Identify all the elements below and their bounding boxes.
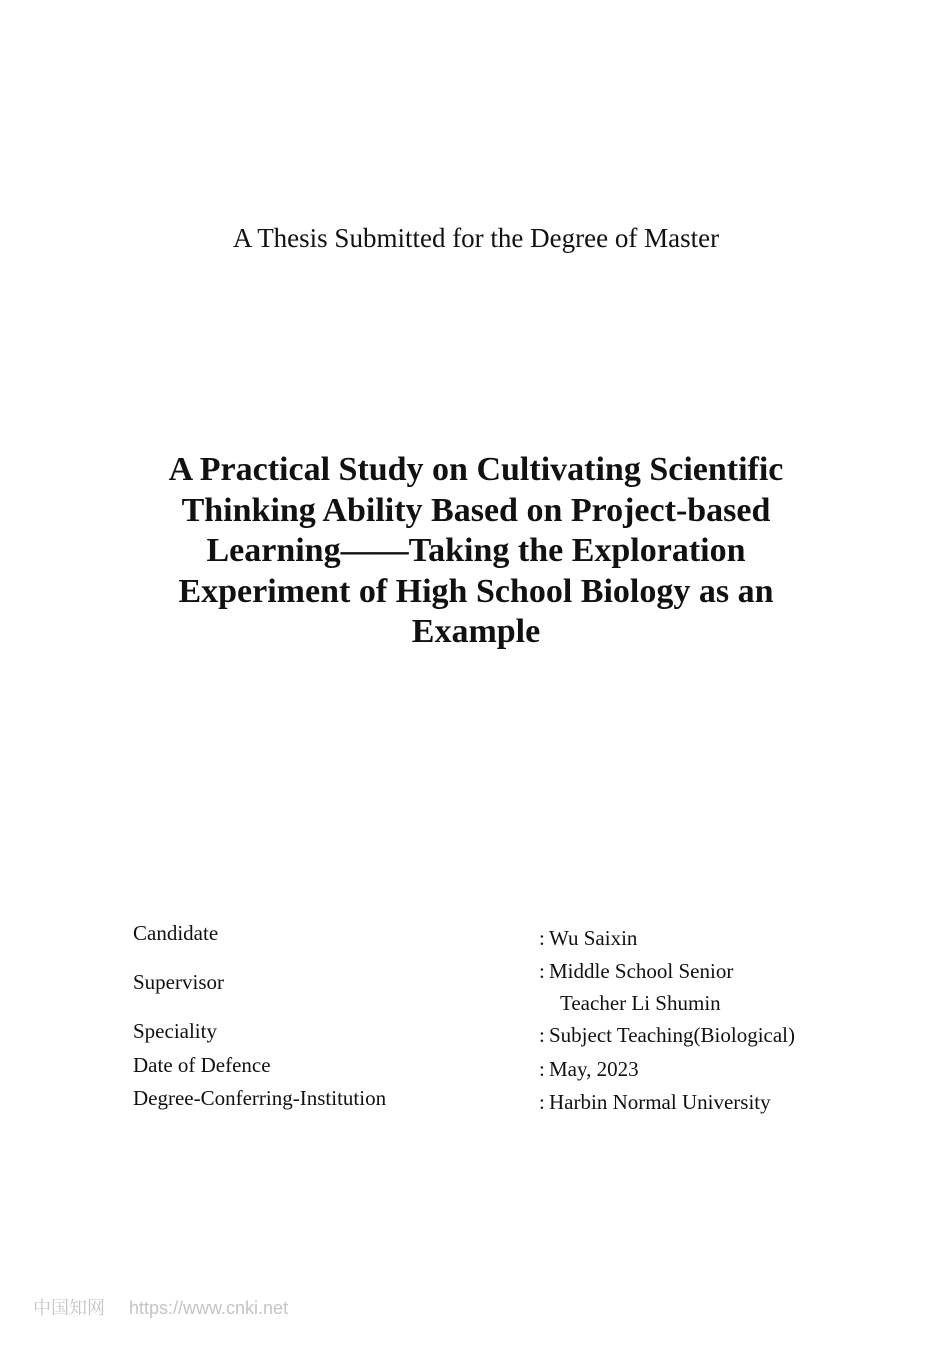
defence-date: May, 2023 [549, 1057, 639, 1081]
supervisor-name-line2: Teacher Li Shumin [560, 991, 721, 1015]
colon: : [539, 959, 545, 983]
institution-label: Degree-Conferring-Institution [133, 1086, 387, 1110]
colon: : [539, 1090, 545, 1114]
colon: : [539, 926, 545, 950]
cnki-watermark [33, 1297, 288, 1319]
institution-name: Harbin Normal University [549, 1090, 771, 1114]
defence-date-label: Date of Defence [133, 1053, 271, 1077]
speciality-name: Subject Teaching(Biological) [549, 1023, 795, 1047]
watermark-brand: 中国知网 [33, 1298, 105, 1318]
supervisor-value [539, 958, 733, 1016]
institution-value [539, 1089, 771, 1115]
supervisor-label: Supervisor [133, 970, 224, 994]
speciality-label: Speciality [133, 1019, 217, 1043]
speciality-value [539, 1022, 795, 1048]
degree-statement: A Thesis Submitted for the Degree of Master [232, 223, 720, 253]
colon: : [539, 1057, 545, 1081]
supervisor-name-line1: Middle School Senior [549, 959, 734, 983]
candidate-name: Wu Saixin [549, 926, 638, 950]
watermark-url: https://www.cnki.net [129, 1298, 289, 1318]
colon: : [539, 1023, 545, 1047]
candidate-label: Candidate [133, 921, 219, 945]
thesis-title: A Practical Study on Cultivating Scientific Thinking Ability Based on Project-based Learning——Taking the Exploration Experiment of High School Biology as an Example [168, 451, 784, 650]
defence-date-value [539, 1056, 639, 1082]
candidate-value [539, 925, 637, 951]
